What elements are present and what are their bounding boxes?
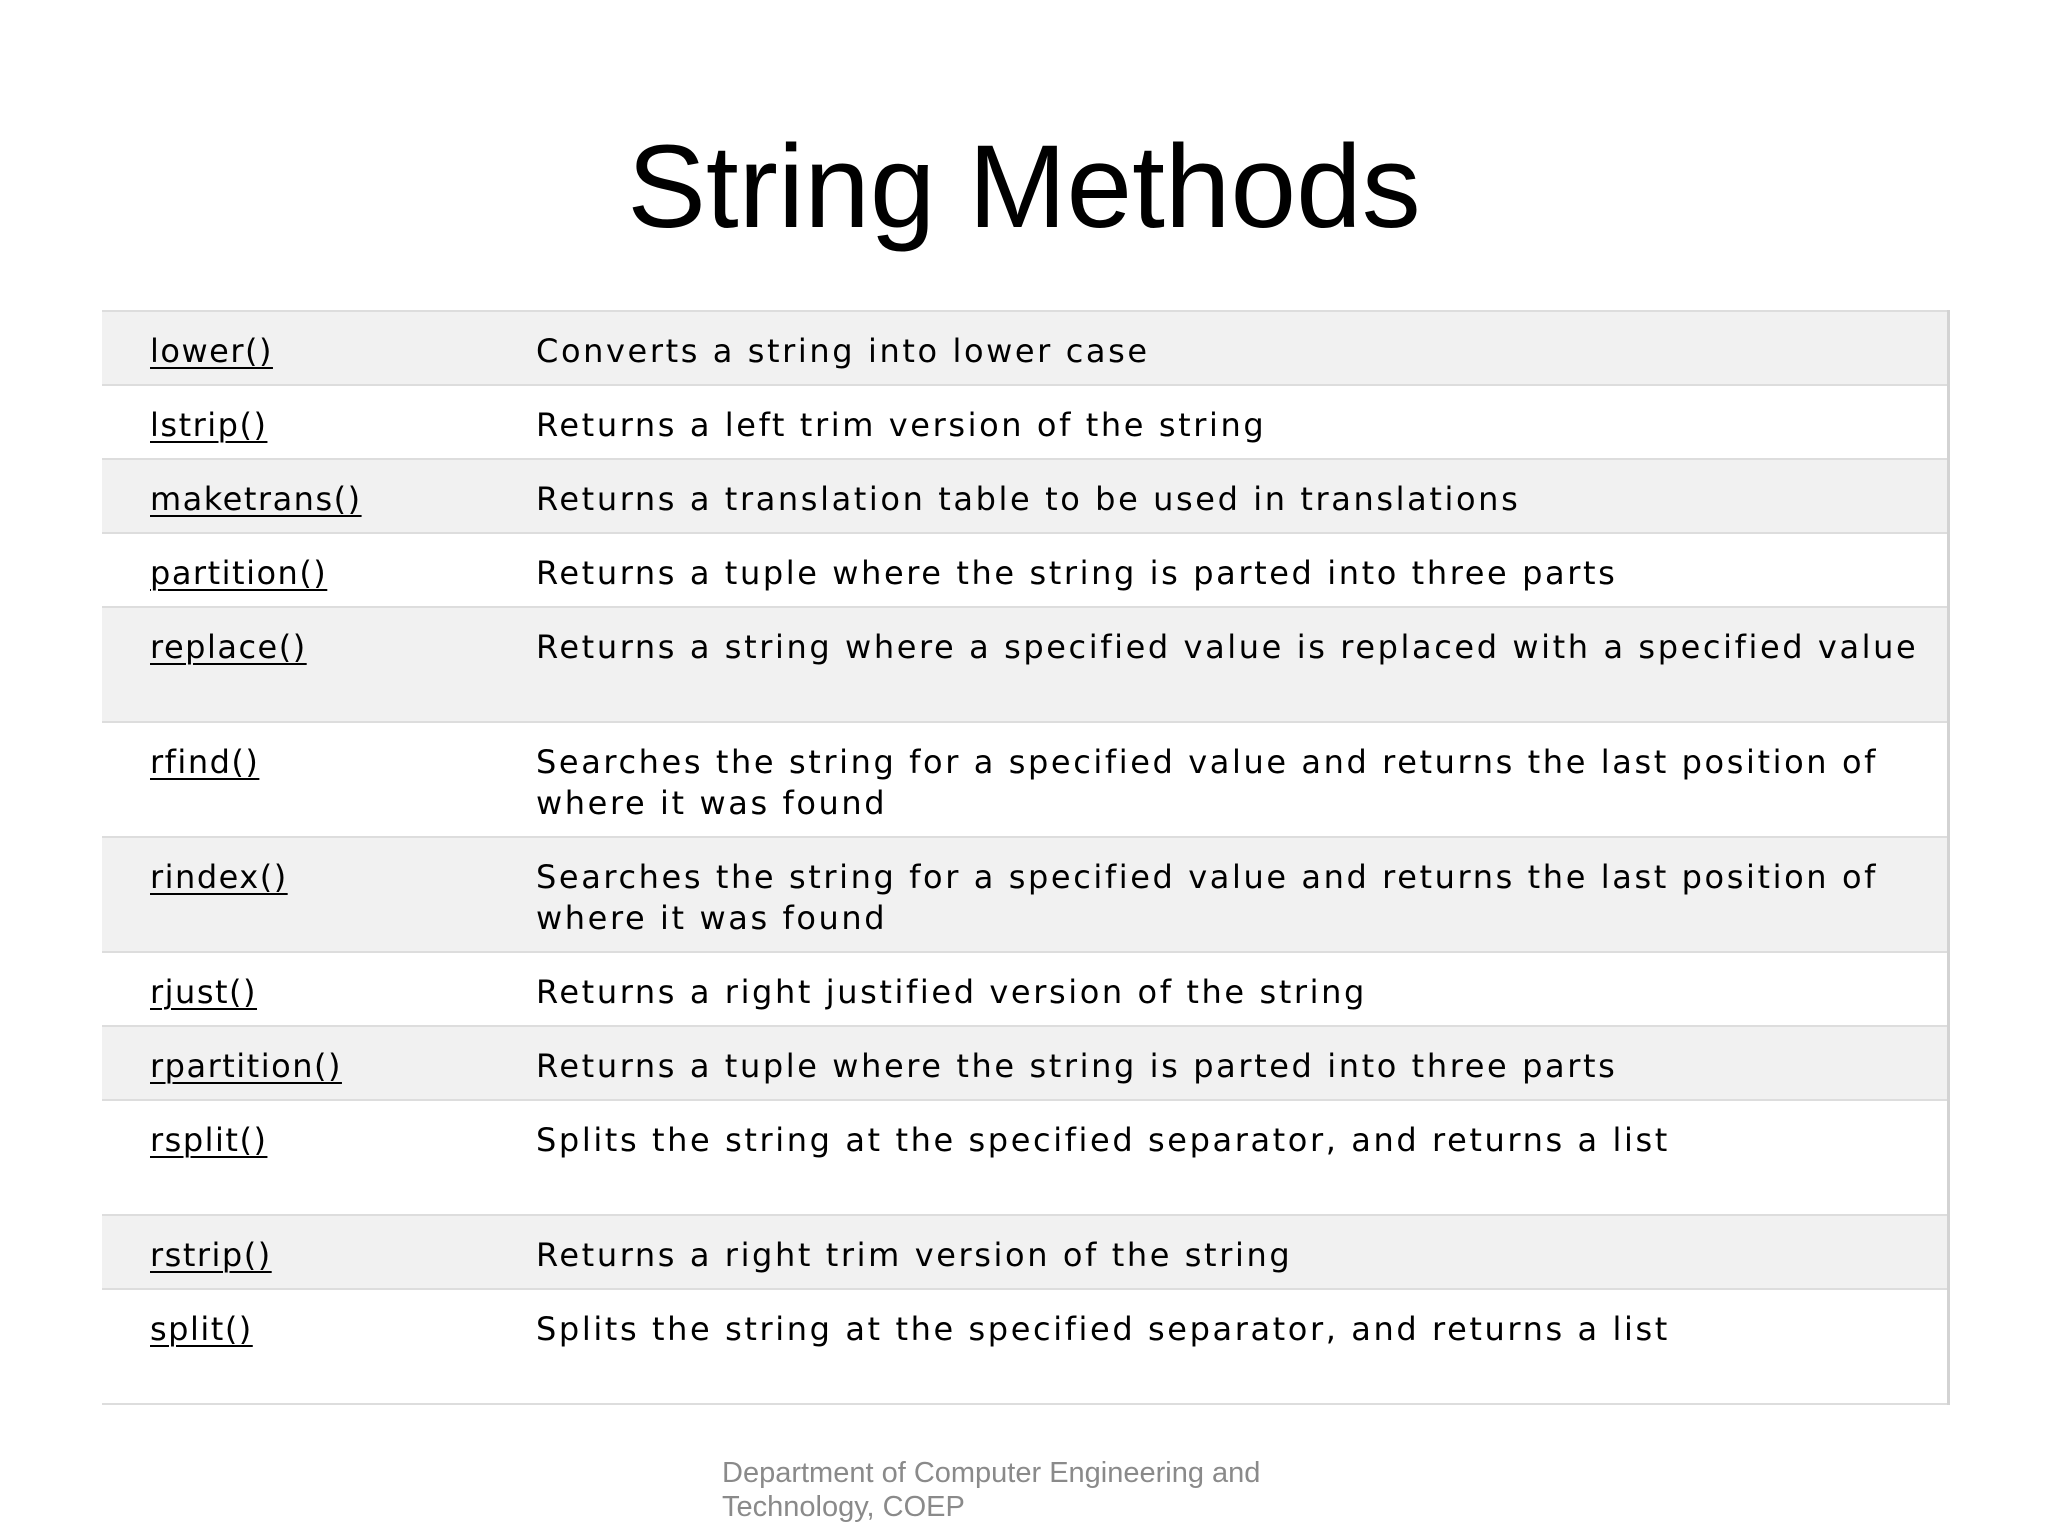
table-row	[102, 311, 1949, 385]
method-link-rsplit[interactable]: rsplit()	[150, 1121, 268, 1159]
method-name-cell	[102, 952, 536, 1026]
method-description: Splits the string at the specified separator, and returns a list	[536, 1121, 1670, 1159]
table-row	[102, 837, 1949, 952]
method-link-rstrip[interactable]: rstrip()	[150, 1236, 272, 1274]
table-row	[102, 722, 1949, 837]
method-name-cell	[102, 1100, 536, 1215]
method-link-rfind[interactable]: rfind()	[150, 743, 260, 781]
method-name-cell	[102, 722, 536, 837]
table-row	[102, 533, 1949, 607]
table-row	[102, 459, 1949, 533]
slide-title: String Methods	[627, 121, 1421, 253]
method-description: Returns a translation table to be used in translations	[536, 480, 1521, 518]
table-row	[102, 1289, 1949, 1404]
method-link-split[interactable]: split()	[150, 1310, 253, 1348]
slide-footer: Department of Computer Engineering and Technology, COEP	[722, 1457, 1261, 1523]
method-description: Returns a tuple where the string is parted into three parts	[536, 554, 1618, 592]
method-name-cell	[102, 837, 536, 952]
table-row	[102, 952, 1949, 1026]
table-row	[102, 607, 1949, 722]
method-link-lower[interactable]: lower()	[150, 332, 273, 370]
method-description: Returns a string where a specified value is replaced with a specified value	[536, 628, 1919, 666]
method-name-cell	[102, 607, 536, 722]
method-name-cell	[102, 533, 536, 607]
table-row	[102, 1215, 1949, 1289]
method-link-rindex[interactable]: rindex()	[150, 858, 288, 896]
table-row	[102, 385, 1949, 459]
method-link-rpartition[interactable]: rpartition()	[150, 1047, 342, 1085]
method-name-cell	[102, 1289, 536, 1404]
method-description: Returns a tuple where the string is parted into three parts	[536, 1047, 1618, 1085]
method-description: Returns a right trim version of the string	[536, 1236, 1293, 1274]
method-name-cell	[102, 459, 536, 533]
method-description: Returns a right justified version of the string	[536, 973, 1367, 1011]
method-name-cell	[102, 311, 536, 385]
method-description: Searches the string for a specified value and returns the last position of where it was found	[536, 858, 1879, 937]
method-link-replace[interactable]: replace()	[150, 628, 307, 666]
method-description: Splits the string at the specified separator, and returns a list	[536, 1310, 1670, 1348]
method-link-partition[interactable]: partition()	[150, 554, 328, 592]
string-methods-table	[102, 310, 1950, 1405]
method-name-cell	[102, 385, 536, 459]
table-row	[102, 1100, 1949, 1215]
method-name-cell	[102, 1026, 536, 1100]
method-description: Searches the string for a specified value and returns the last position of where it was found	[536, 743, 1879, 822]
method-name-cell	[102, 1215, 536, 1289]
method-link-lstrip[interactable]: lstrip()	[150, 406, 268, 444]
method-link-rjust[interactable]: rjust()	[150, 973, 258, 1011]
method-link-maketrans[interactable]: maketrans()	[150, 480, 362, 518]
method-description: Returns a left trim version of the string	[536, 406, 1267, 444]
method-description: Converts a string into lower case	[536, 332, 1150, 370]
table-row	[102, 1026, 1949, 1100]
